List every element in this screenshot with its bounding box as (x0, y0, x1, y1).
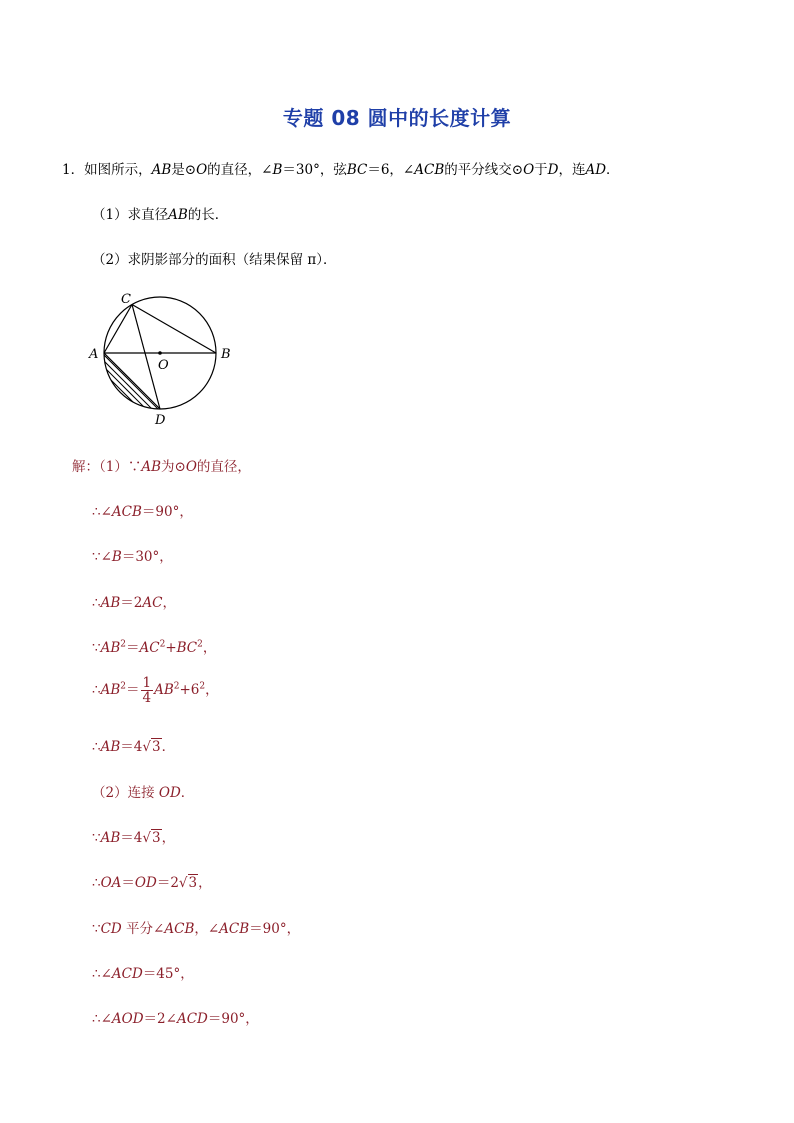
sol-var: AB (100, 595, 121, 611)
sol-text: ， (202, 640, 217, 656)
problem-text: ＝6，∠ (367, 162, 415, 178)
problem-part-1 (92, 203, 228, 223)
sol-text: ＝ (126, 640, 140, 656)
sol-text: ＝4 (120, 739, 143, 755)
label-o: O (158, 358, 169, 373)
sol-text: + (165, 640, 177, 656)
sol-text: ∵∠ (92, 549, 112, 565)
sol-text: ＝90°， (249, 921, 301, 937)
var-bc: BC (346, 162, 368, 178)
sol-var: AB (141, 459, 162, 475)
sol-var: AC (142, 595, 163, 611)
sol-text: +6 (179, 682, 200, 699)
sol-var: B (111, 549, 122, 565)
part-text: （1）求直径 (92, 207, 169, 223)
problem-part-2: （2）求阴影部分的面积（结果保留 π）． (92, 252, 337, 268)
solution-line-7 (92, 735, 175, 755)
sol-var: ACB (219, 921, 250, 937)
label-a: A (89, 347, 99, 362)
sqrt-sign: √3 (142, 739, 161, 755)
sol-text: ＝4 (120, 830, 143, 846)
sol-var: OD (134, 875, 157, 891)
sol-text: ∴ (92, 875, 101, 891)
sol-var: AB (100, 640, 121, 656)
var-b: B (272, 162, 283, 178)
var-ab: AB (151, 162, 172, 178)
sol-text: ∵ (92, 640, 101, 656)
label-d: D (155, 413, 166, 428)
sol-text: ＝ (121, 875, 135, 891)
var-ad: AD (585, 162, 607, 178)
problem-text: ，连 (558, 162, 586, 178)
sol-text: 平分∠ (121, 921, 165, 937)
problem-text: ＝30°，弦 (282, 162, 347, 178)
page-title: 专题 08 圆中的长度计算 (282, 106, 512, 130)
sol-var: OD (158, 785, 181, 801)
sol-var: AB (100, 739, 121, 755)
sol-text: ＝90°， (141, 504, 193, 520)
circle-figure (80, 285, 240, 430)
sol-var: ACB (111, 504, 142, 520)
sol-text: 的直径， (196, 459, 251, 475)
sol-text: （2）连接 (92, 785, 159, 801)
label-b: B (221, 347, 231, 362)
solution-line-9 (92, 826, 175, 846)
sol-text: ∴∠ (92, 966, 112, 982)
problem-text: 的直径，∠ (207, 162, 273, 178)
sol-text: ∴ (92, 739, 101, 755)
sol-text: ∴∠ (92, 504, 112, 520)
fraction (141, 676, 154, 705)
solution-line-11 (92, 917, 300, 937)
sol-text: ∵ (92, 830, 101, 846)
problem-text: 是⊙ (171, 162, 197, 178)
sol-text: ＝2 (156, 875, 179, 891)
problem-text: 的平分线交⊙ (444, 162, 524, 178)
solution-line-2 (92, 500, 193, 520)
problem-text: 于 (534, 162, 548, 178)
radicand: 3 (188, 875, 198, 891)
sqrt-sign: √3 (142, 830, 161, 846)
var-o: O (196, 162, 208, 178)
problem-text: ． (606, 162, 620, 178)
sol-text: ． (180, 785, 195, 801)
var-o: O (523, 162, 535, 178)
sol-text: ＝30°， (121, 549, 173, 565)
part-text: 的长． (187, 207, 229, 223)
exponent: 2 (120, 639, 126, 650)
fraction-numerator: 1 (142, 675, 152, 691)
sol-text: ∴∠ (92, 1011, 112, 1027)
sol-text: ＝45°， (142, 966, 194, 982)
center-point (158, 351, 162, 355)
sol-var: ACB (164, 921, 195, 937)
sol-text: ＝90°， (207, 1011, 259, 1027)
sol-var: O (185, 459, 197, 475)
sol-text: ， (162, 595, 176, 611)
var-ab: AB (168, 207, 188, 223)
sol-text: 为⊙ (161, 459, 186, 475)
sol-var: ACD (111, 966, 143, 982)
sol-var: OA (100, 875, 122, 891)
solution-line-10 (92, 871, 212, 891)
sol-text: ， (161, 830, 176, 846)
sol-text: ， (198, 875, 212, 891)
problem-statement (62, 158, 620, 178)
var-d: D (547, 162, 559, 178)
sol-text: ， (205, 682, 219, 699)
sol-text: ＝2 (120, 595, 143, 611)
sol-text: ＝ (126, 682, 140, 699)
sol-var: ACD (176, 1011, 208, 1027)
sol-var: AB (100, 830, 121, 846)
solution-line-1 (72, 455, 251, 475)
radicand: 3 (151, 830, 161, 846)
sol-var: AB (154, 682, 174, 699)
problem-text: 如图所示， (84, 162, 152, 178)
exponent: 2 (159, 639, 166, 650)
label-c: C (121, 292, 131, 307)
sol-text: ＝2∠ (143, 1011, 177, 1027)
sqrt-sign: √3 (178, 875, 198, 891)
solution-line-5 (92, 636, 216, 656)
solution-line-12 (92, 962, 194, 982)
solution-line-8 (92, 781, 194, 801)
sol-var: AC (139, 640, 160, 656)
sol-text: ∵ (92, 921, 101, 937)
chord-ac (104, 305, 132, 354)
sol-var: BC (176, 640, 198, 656)
sol-var: AB (100, 682, 121, 699)
exponent: 2 (197, 639, 203, 650)
sol-var: AOD (111, 1011, 144, 1027)
radicand: 3 (151, 739, 161, 755)
sol-text: ∴ (92, 682, 101, 699)
exponent: 2 (173, 681, 180, 692)
exponent: 2 (199, 681, 206, 692)
problem-number: 1． (62, 162, 85, 178)
exponent: 2 (120, 681, 126, 692)
solution-line-3 (92, 545, 173, 565)
var-acb: ACB (414, 162, 445, 178)
chord-bc (132, 305, 216, 354)
sol-text: ，∠ (194, 921, 220, 937)
solution-line-4 (92, 591, 176, 611)
solution-line-13 (92, 1007, 259, 1027)
sol-var: CD (100, 921, 122, 937)
solution-line-6 (92, 676, 219, 705)
sol-text: ∴ (92, 595, 101, 611)
fraction-denominator: 4 (142, 690, 152, 707)
sol-text: 解：（1）∵ (72, 459, 142, 475)
sol-text: ． (161, 739, 176, 755)
